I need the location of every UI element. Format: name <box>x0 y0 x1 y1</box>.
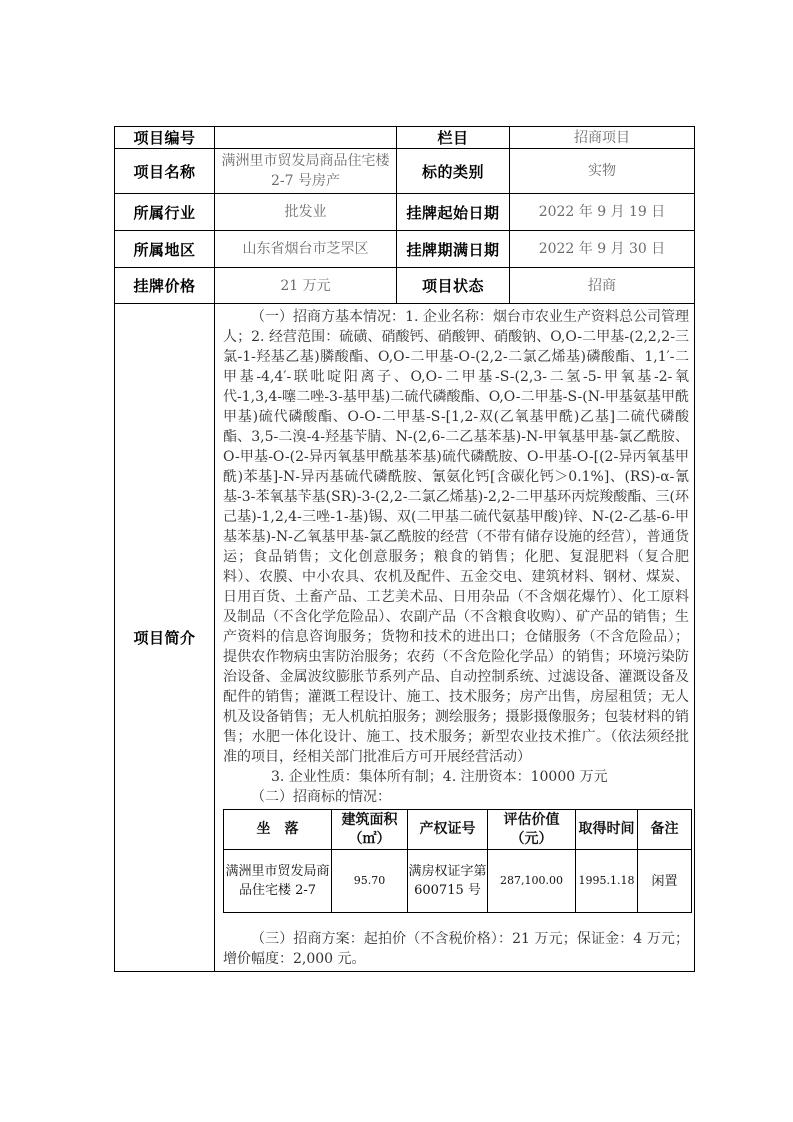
value-listing-start-date: 2022 年 9 月 19 日 <box>510 194 695 231</box>
value-project-id <box>215 127 397 149</box>
label-asset-category: 标的类别 <box>397 149 510 194</box>
label-column: 栏目 <box>397 127 510 149</box>
header-floor-area: 建筑面积（㎡） <box>332 810 408 850</box>
label-region: 所属地区 <box>115 231 215 268</box>
cell-acquisition-date: 1995.1.18 <box>576 850 638 913</box>
label-industry: 所属行业 <box>115 194 215 231</box>
header-location: 坐 落 <box>224 810 332 850</box>
label-listing-start-date: 挂牌起始日期 <box>397 194 510 231</box>
project-intro-content <box>215 304 695 972</box>
value-asset-category: 实物 <box>510 149 695 194</box>
cell-remarks: 闲置 <box>638 850 692 913</box>
value-project-name: 满洲里市贸发局商品住宅楼 2-7 号房产 <box>215 149 397 194</box>
row-project-intro <box>115 304 695 972</box>
intro-paragraph-2: 3. 企业性质：集体所有制；4. 注册资本：10000 万元 <box>271 769 608 785</box>
header-appraised-value: 评估价值（元） <box>488 810 576 850</box>
row-industry <box>115 194 695 231</box>
value-project-status: 招商 <box>510 268 695 304</box>
asset-table-header <box>224 810 692 850</box>
cell-location: 满洲里市贸发局商品住宅楼 2-7 <box>224 850 332 913</box>
value-listing-price: 21 万元 <box>215 268 397 304</box>
value-column: 招商项目 <box>510 127 695 149</box>
cell-floor-area: 95.70 <box>332 850 408 913</box>
header-remarks: 备注 <box>638 810 692 850</box>
label-project-name: 项目名称 <box>115 149 215 194</box>
row-region <box>115 231 695 268</box>
asset-table-row <box>224 850 692 913</box>
target-asset-table <box>223 809 692 913</box>
cell-appraised-value: 287,100.00 <box>488 850 576 913</box>
value-region: 山东省烟台市芝罘区 <box>215 231 397 268</box>
row-project-name <box>115 149 695 194</box>
row-listing-price <box>115 268 695 304</box>
row-project-id <box>115 127 695 149</box>
label-project-id: 项目编号 <box>115 127 215 149</box>
project-info-table <box>114 126 695 972</box>
label-project-intro: 项目简介 <box>115 304 215 972</box>
intro-paragraph-1: （一）招商方基本情况：1. 企业名称：烟台市农业生产资料总公司管理人；2. 经营范围：硫磺、硝酸钙、硝酸钾、硝酸钠、O,O-二甲基-(2,2,2-三氯-1-羟基乙基)膦酸酯、O,O-二甲基-O-(2,2-二氯乙烯基)磷酸酯、1,1′-二甲基-4,4′-联吡啶阳离子、O,O-二甲基-S-(2,3-二氢-5-甲氧基-2-氧代-1,3,4-噻二唑-3-基甲基)二硫代磷酸酯、O,O-二甲基-S-(N-甲基氨基甲酰甲基)硫代磷酸酯、O-O-二甲基-S-[1,2-双(乙氧基甲酰)乙基]二硫代磷酸酯、3,5-二溴-4-羟基苄腈、N-(2,6-二乙基苯基)-N-甲氧基甲基-氯乙酰胺、O-甲基-O-(2-异丙氧基甲酰基苯基)硫代磷酰胺、O-甲基-O-[(2-异丙氧基甲酰)苯基]-N-异丙基硫代磷酰胺、氰氨化钙[含碳化钙＞0.1%]、(RS)-α-氰基-3-苯氧基苄基(SR)-3-(2,2-二氯乙烯基)-2,2-二甲基环丙烷羧酸酯、三(环己基)-1,2,4-三唑-1-基)锡、双(二甲基二硫代氨基甲酸)锌、N-(2-乙基-6-甲基苯基)-N-乙氧基甲基-氯乙酰胺的经营（不带有储存设施的经营），普通货运；食品销售；文化创意服务；粮食的销售；化肥、复混肥料（复合肥料）、农膜、中小农具、农机及配件、五金交电、建筑材料、钢材、煤炭、日用百货、土畜产品、工艺美术品、日用杂品（不含烟花爆竹）、化工原料及制品（不含化学危险品）、农副产品（不含粮食收购）、矿产品的销售；生产资料的信息咨询服务；货物和技术的进出口；仓储服务（不含危险品）；提供农作物病虫害防治服务；农药（不含危险化学品）的销售；环境污染防治设备、金属波纹膨胀节系列产品、自动控制系统、过滤设备、灌溉设备及配件的销售；灌溉工程设计、施工、技术服务；房产出售，房屋租赁；无人机及设备销售；无人机航拍服务；测绘服务；摄影摄像服务；包装材料的销售；水肥一体化设计、施工、技术服务；新型农业技术推广。（依法须经批准的项目，经相关部门批准后方可开展经营活动） <box>223 309 689 765</box>
value-industry: 批发业 <box>215 194 397 231</box>
intro-paragraph-3: （二）招商标的情况： <box>251 789 391 805</box>
intro-paragraph-4: （三）招商方案：起拍价（不含税价格）：21 万元；保证金：4 万元；增价幅度：2,000 元。 <box>223 931 689 967</box>
cell-title-certificate: 满房权证字第 600715 号 <box>408 850 488 913</box>
header-acquisition-date: 取得时间 <box>576 810 638 850</box>
label-listing-price: 挂牌价格 <box>115 268 215 304</box>
label-listing-end-date: 挂牌期满日期 <box>397 231 510 268</box>
label-project-status: 项目状态 <box>397 268 510 304</box>
header-title-certificate: 产权证号 <box>408 810 488 850</box>
value-listing-end-date: 2022 年 9 月 30 日 <box>510 231 695 268</box>
